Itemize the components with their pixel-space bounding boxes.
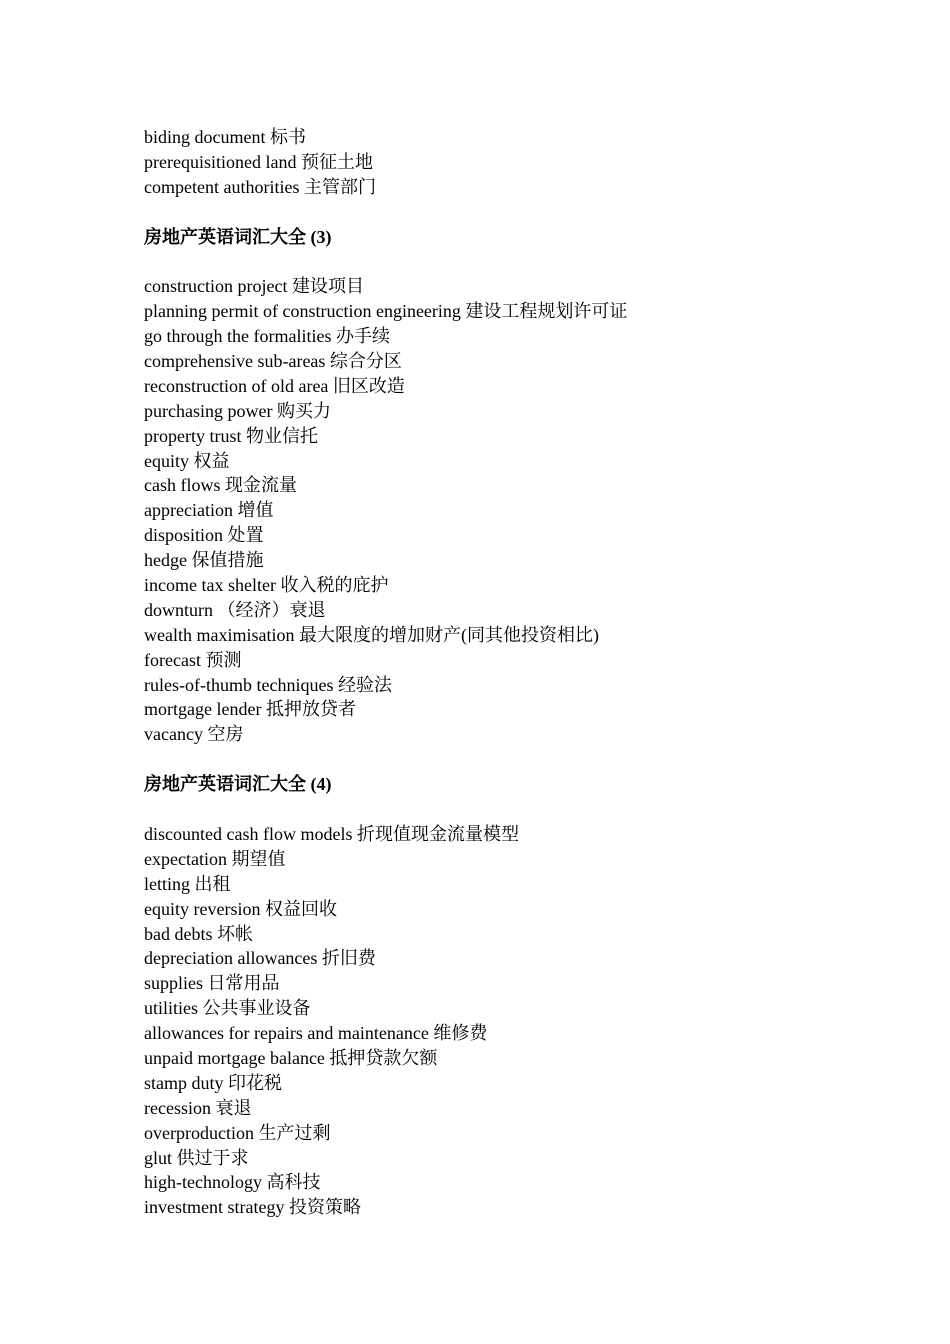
vocab-entry: investment strategy 投资策略	[144, 1197, 361, 1218]
vocab-entry: downturn （经济）衰退	[144, 599, 326, 620]
blank-line	[144, 200, 844, 225]
vocab-entry: go through the formalities 办手续	[144, 326, 390, 347]
vocab-entry: discounted cash flow models 折现值现金流量模型	[144, 823, 519, 844]
vocab-entry: competent authorities 主管部门	[144, 176, 376, 197]
vocab-entry: utilities 公共事业设备	[144, 998, 311, 1019]
vocab-entry: equity reversion 权益回收	[144, 898, 337, 919]
vocab-entry: appreciation 增值	[144, 500, 274, 521]
vocab-entry: cash flows 现金流量	[144, 475, 297, 496]
vocab-entry: high-technology 高科技	[144, 1172, 321, 1193]
section-heading: 房地产英语词汇大全 (3)	[144, 226, 332, 247]
vocab-entry: depreciation allowances 折旧费	[144, 948, 376, 969]
vocab-entry: letting 出租	[144, 873, 231, 894]
vocab-entry: hedge 保值措施	[144, 550, 264, 571]
blank-line	[144, 797, 844, 822]
vocab-entry: prerequisitioned land 预征土地	[144, 151, 373, 172]
vocab-entry: supplies 日常用品	[144, 973, 280, 994]
section-heading: 房地产英语词汇大全 (4)	[144, 774, 332, 795]
vocab-entry: property trust 物业信托	[144, 425, 318, 446]
vocab-entry: income tax shelter 收入税的庇护	[144, 575, 389, 596]
vocab-entry: planning permit of construction engineering 建设工程规划许可证	[144, 301, 628, 322]
vocab-entry: stamp duty 印花税	[144, 1072, 282, 1093]
vocab-entry: reconstruction of old area 旧区改造	[144, 375, 405, 396]
vocab-entry: construction project 建设项目	[144, 276, 364, 297]
vocab-entry: overproduction 生产过剩	[144, 1122, 331, 1143]
vocab-entry: rules-of-thumb techniques 经验法	[144, 674, 392, 695]
vocab-entry: expectation 期望值	[144, 848, 286, 869]
blank-line	[144, 747, 844, 772]
vocab-entry: mortgage lender 抵押放贷者	[144, 699, 356, 720]
vocab-entry: disposition 处置	[144, 525, 264, 546]
vocab-entry: glut 供过于求	[144, 1147, 249, 1168]
vocab-entry: recession 衰退	[144, 1097, 252, 1118]
vocab-entry: wealth maximisation 最大限度的增加财产(同其他投资相比)	[144, 624, 599, 645]
vocab-entry: equity 权益	[144, 450, 230, 471]
vocab-entry: vacancy 空房	[144, 724, 244, 745]
vocab-entry: bad debts 坏帐	[144, 923, 253, 944]
vocab-entry: comprehensive sub-areas 综合分区	[144, 351, 402, 372]
vocab-entry: purchasing power 购买力	[144, 400, 331, 421]
blank-line	[144, 249, 844, 274]
document-page	[144, 125, 844, 1220]
vocab-entry: biding document 标书	[144, 127, 306, 147]
vocab-entry: unpaid mortgage balance 抵押贷款欠额	[144, 1047, 438, 1068]
vocab-entry: forecast 预测	[144, 649, 242, 670]
vocab-entry: allowances for repairs and maintenance 维修费	[144, 1023, 488, 1044]
